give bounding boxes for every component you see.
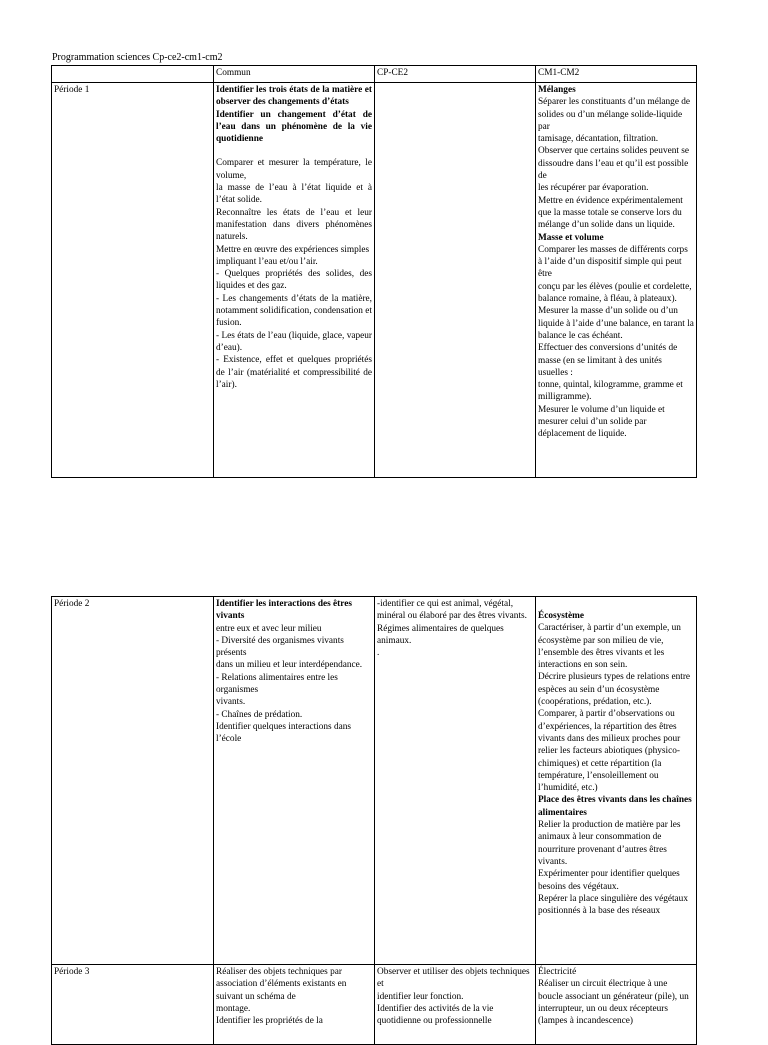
objective-heading: Identifier un changement d’état de l’eau dans un phénomène de la vie quotidienne [216,109,372,145]
text-line: Électricité [538,967,577,977]
header-commun: Commun [214,66,375,83]
text-line: tamisage, décantation, filtration. [538,134,659,145]
text-line: Observer et utiliser des objets techniques et [377,967,530,990]
text-line: dans un milieu et leur interdépendance. [216,660,363,671]
text-line: Mesurer la masse d’un solide ou d’un liquide à l’aide d’une balance, en tarant la balance le cas échéant. [538,306,694,341]
text-line: Réaliser des objets techniques par association d’éléments existants en suivant un schéma de [216,967,347,1002]
text-line: Mettre en œuvre des expériences simples [216,244,370,255]
text-line: conçu par les élèves (poulie et cordelette, balance romaine, à fléau, à plateaux). [538,281,692,305]
text-line: . [377,648,380,659]
text-line: Observer que certains solides peuvent se dissoudre dans l’eau et qu’il est possible de [538,146,690,182]
text-line: Mesurer le volume d’un liquide et mesurer celui d’un solide par déplacement de liquide. [538,404,665,440]
text-line: la masse de l’eau à l’état liquide et à l’état solide. [216,183,372,206]
periode-label: Période 2 [52,597,214,965]
text-line: Expérimenter pour identifier quelques besoins des végétaux. [538,869,680,892]
cm1-cm2-cell [536,83,697,478]
programme-table-1 [51,65,697,478]
header-row [52,66,697,83]
objective-heading: Identifier les trois états de la matière et observer des changements d’états [216,85,372,108]
text-line: impliquant l’eau et/ou l’air. [216,256,318,267]
text-line: Identifier les propriétés de la [216,1016,323,1027]
text-line: Réaliser un circuit électrique à une boucle associant un générateur (pile), un interrupteur, un ou deux récepteurs (lampes à incandescence) [538,979,689,1027]
text-line: Décrire plusieurs types de relations entre espèces au sein d’un écosystème (coopérations, prédation, etc.). [538,672,691,708]
commun-cell [214,965,375,1045]
commun-cell [214,83,375,478]
text-line: Identifier quelques interactions dans l’école [216,721,352,745]
text-line: vivants. [216,697,246,708]
cm1-cm2-cell [536,965,697,1045]
table-row-periode-1 [52,83,697,478]
text-line: Comparer, à partir d’observations ou d’expériences, la répartition des êtres vivants dans des milieux proches pour relier les facteurs abiotiques (physico-chimiques) et cette répartition (la température, l’ensoleillement ou l’humidité, etc.) [538,709,681,794]
section-heading: Écosystème [538,611,584,621]
text-line: Reconnaître les états de l’eau et leur manifestation dans divers phénomènes naturels. [216,207,372,243]
cp-ce2-cell [375,83,536,478]
text-line: - Les changements d’états de la matière, notamment solidification, condensation et [216,293,372,317]
periode-label: Période 1 [52,83,214,478]
section-heading: alimentaires [538,807,587,818]
section-heading: Mélanges [538,85,576,95]
section-heading: Place des êtres vivants dans les chaînes [538,795,692,806]
text-line: Effectuer des conversions d’unités de masse (en se limitant à des unités usuelles : [538,343,678,378]
periode-label: Période 3 [52,965,214,1045]
commun-cell [214,597,375,965]
text-line: - Existence, effet et quelques propriétés de l’air (matérialité et compressibilité de l’air). [216,355,372,390]
cm1-cm2-cell [536,597,697,965]
text-line: Mettre en évidence expérimentalement que la masse totale se conserve lors du [538,195,683,218]
text-line: Régimes alimentaires de quelques animaux. [377,623,504,646]
text-line: Relier la production de matière par les animaux à leur consommation de nourriture provenant d’autres êtres vivants. [538,820,681,867]
header-cell-empty [52,66,214,83]
text-line: Caractériser, à partir d’un exemple, un écosystème par son milieu de vie, l’ensemble des êtres vivants et les interactions en son sein. [538,623,681,671]
text-line: les récupérer par évaporation. [538,183,649,194]
table-row-periode-3 [52,965,697,1045]
text-line: montage. [216,1003,251,1014]
text-line: -identifier ce qui est animal, végétal, minéral ou élaboré par des êtres vivants. [377,599,527,622]
text-line: - Les états de l’eau (liquide, glace, vapeur d’eau). [216,330,372,353]
text-line: tonne, quintal, kilogramme, gramme et milligramme). [538,380,683,403]
text-line: Séparer les constituants d’un mélange de solides ou d’un mélange solide-liquide par [538,97,691,132]
text-line: - Relations alimentaires entre les organismes [216,672,338,696]
programme-table-2 [51,596,697,1045]
text-line: identifier leur fonction. [377,991,464,1002]
text-line: - Quelques propriétés des solides, des liquides et des gaz. [216,269,372,292]
header-cp-ce2: CP-CE2 [375,66,536,83]
text-line: Identifier des activités de la vie quotidienne ou professionnelle [377,1003,494,1027]
table-row-periode-2 [52,597,697,965]
text-line: Repérer la place singulière des végétaux positionnés à la base des réseaux [538,893,688,917]
section-heading: Masse et volume [538,232,604,243]
text-line: Comparer les masses de différents corps à l’aide d’un dispositif simple qui peut être [538,244,688,280]
text-line: mélange d’un solide dans un liquide. [538,220,675,231]
objective-heading: Identifier les interactions des êtres vivants [216,599,352,622]
text-line: - Chaînes de prédation. [216,709,303,720]
header-cm1-cm2: CM1-CM2 [536,66,697,83]
cp-ce2-cell [375,597,536,965]
text-line: Comparer et mesurer la température, le volume, [216,158,372,181]
cp-ce2-cell [375,965,536,1045]
text-line: entre eux et avec leur milieu [216,623,322,634]
text-line: fusion. [216,318,242,329]
text-line: - Diversité des organismes vivants présents [216,635,344,659]
document-title: Programmation sciences Cp-ce2-cm1-cm2 [52,52,223,63]
